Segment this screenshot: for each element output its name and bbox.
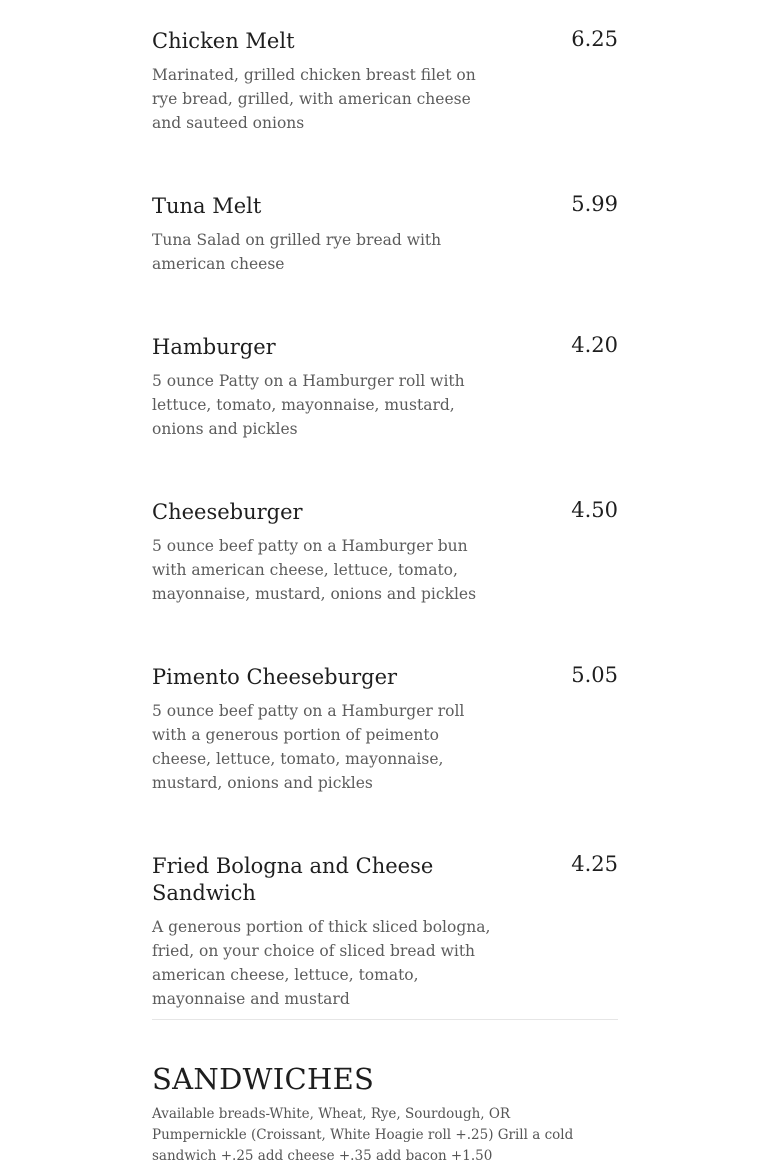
- menu-item-name: Fried Bologna and Cheese Sandwich: [152, 854, 434, 905]
- section-divider: [152, 1019, 618, 1020]
- sandwiches-section: [152, 1019, 618, 1167]
- menu-item-price: 4.25: [571, 852, 618, 876]
- menu-item-header: [152, 664, 618, 691]
- menu-item-price: 5.99: [571, 192, 618, 216]
- menu-item-name: Hamburger: [152, 335, 276, 359]
- menu-item-fried-bologna: [152, 853, 618, 1011]
- menu-item-name: Cheeseburger: [152, 500, 303, 524]
- menu-item-cheeseburger: [152, 499, 618, 606]
- menu-item-hamburger: [152, 334, 618, 441]
- section-note: Available breads-White, Wheat, Rye, Sourdough, OR Pumpernickle (Croissant, White Hoagie roll +.25) Grill a cold sandwich +.25 add cheese +.35 add bacon +1.50: [152, 1106, 574, 1164]
- menu-item-pimento-cheeseburger: [152, 664, 618, 795]
- menu-item-description: 5 ounce beef patty on a Hamburger bun with american cheese, lettuce, tomato, mayonnaise, mustard, onions and pickles: [152, 537, 477, 603]
- menu-item-description: A generous portion of thick sliced bologna, fried, on your choice of sliced bread with american cheese, lettuce, tomato, mayonnaise and mustard: [152, 918, 491, 1008]
- menu-item-header: [152, 193, 618, 220]
- menu-item-chicken-melt: [152, 28, 618, 135]
- menu-item-price: 4.20: [571, 333, 618, 357]
- menu-item-tuna-melt: [152, 193, 618, 276]
- menu-item-price: 4.50: [571, 498, 618, 522]
- menu-item-header: [152, 499, 618, 526]
- menu-item-name: Pimento Cheeseburger: [152, 665, 398, 689]
- menu-item-header: [152, 28, 618, 55]
- menu-item-description: 5 ounce Patty on a Hamburger roll with lettuce, tomato, mayonnaise, mustard, onions and pickles: [152, 372, 465, 438]
- menu-item-description: Marinated, grilled chicken breast filet on rye bread, grilled, with american cheese and sauteed onions: [152, 66, 476, 132]
- menu-item-name: Chicken Melt: [152, 29, 295, 53]
- section-title: SANDWICHES: [152, 1062, 375, 1096]
- menu-item-header: [152, 334, 618, 361]
- menu-item-name: Tuna Melt: [152, 194, 262, 218]
- menu-item-header: [152, 853, 618, 907]
- menu-item-price: 5.05: [571, 663, 618, 687]
- menu-item-price: 6.25: [571, 27, 618, 51]
- menu-list: [152, 28, 618, 1069]
- menu-item-description: 5 ounce beef patty on a Hamburger roll with a generous portion of peimento cheese, lettuce, tomato, mayonnaise, mustard, onions and pickles: [152, 702, 465, 792]
- menu-item-description: Tuna Salad on grilled rye bread with american cheese: [152, 231, 442, 273]
